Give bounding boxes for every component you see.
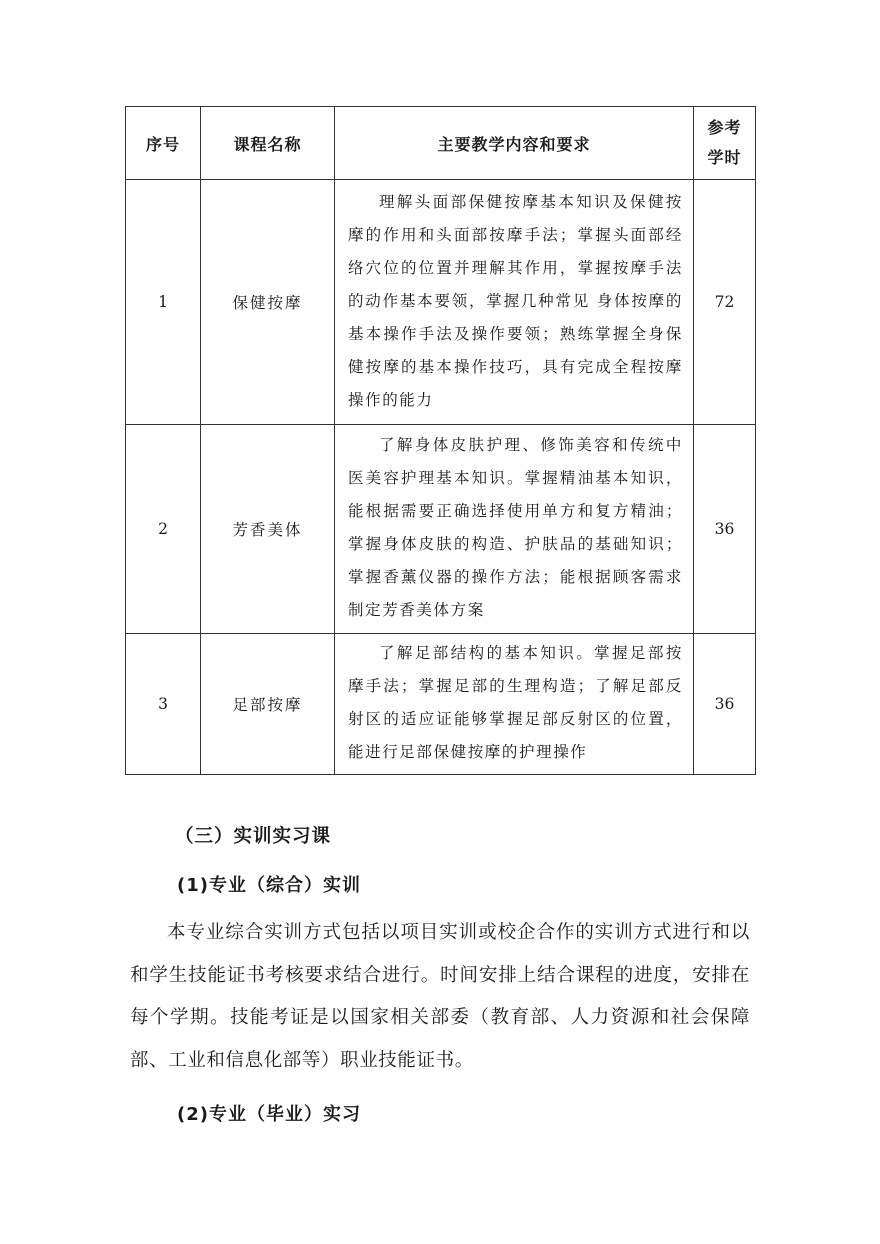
row-index: 3 <box>126 634 201 775</box>
row-hours: 72 <box>694 180 756 425</box>
row-content <box>335 180 694 425</box>
row-index: 1 <box>126 180 201 425</box>
header-index: 序号 <box>126 107 201 180</box>
row-content-text: 理解头面部保健按摩基本知识及保健按摩的作用和头面部按摩手法；掌握头面部经络穴位的位置并理解其作用，掌握按摩手法的动作基本要领，掌握几种常见 身体按摩的基本操作手法及操作要领；熟练掌握全身保健按摩的基本操作技巧，具有完成全程按摩操作的能力 <box>348 192 683 409</box>
table-row <box>126 180 756 425</box>
subsection-heading-training: (1)专业（综合）实训 <box>177 875 361 896</box>
table-row <box>126 425 756 634</box>
header-hours-line1: 参考 <box>707 118 742 137</box>
header-hours <box>694 107 756 180</box>
course-table <box>125 106 756 775</box>
row-course-name: 足部按摩 <box>201 634 335 775</box>
row-content <box>335 634 694 775</box>
subsection-heading-internship: (2)专业（毕业）实习 <box>177 1104 361 1125</box>
row-content-text: 了解身体皮肤护理、修饰美容和传统中医美容护理基本知识。掌握精油基本知识，能根据需要正确选择使用单方和复方精油；掌握身体皮肤的构造、护肤品的基础知识；掌握香薰仪器的操作方法；能根据顾客需求制定芳香美体方案 <box>348 436 683 619</box>
row-hours: 36 <box>694 634 756 775</box>
row-content-text: 了解足部结构的基本知识。掌握足部按摩手法；掌握足部的生理构造；了解足部反射区的适应证能够掌握足部反射区的位置，能进行足部保健按摩的护理操作 <box>348 644 683 761</box>
row-index: 2 <box>126 425 201 634</box>
row-course-name: 保健按摩 <box>201 180 335 425</box>
header-course-name: 课程名称 <box>201 107 335 180</box>
table-header-row <box>126 107 756 180</box>
row-content <box>335 425 694 634</box>
section-heading: （三）实训实习课 <box>175 826 332 847</box>
table-row <box>126 634 756 775</box>
header-content: 主要教学内容和要求 <box>335 107 694 180</box>
row-course-name: 芳香美体 <box>201 425 335 634</box>
header-hours-line2: 学时 <box>707 148 742 167</box>
row-hours: 36 <box>694 425 756 634</box>
training-paragraph: 本专业综合实训方式包括以项目实训或校企合作的实训方式进行和以和学生技能证书考核要求结合进行。时间安排上结合课程的进度，安排在每个学期。技能考证是以国家相关部委（教育部、人力资源和社会保障部、工业和信息化部等）职业技能证书。 <box>130 922 750 1071</box>
